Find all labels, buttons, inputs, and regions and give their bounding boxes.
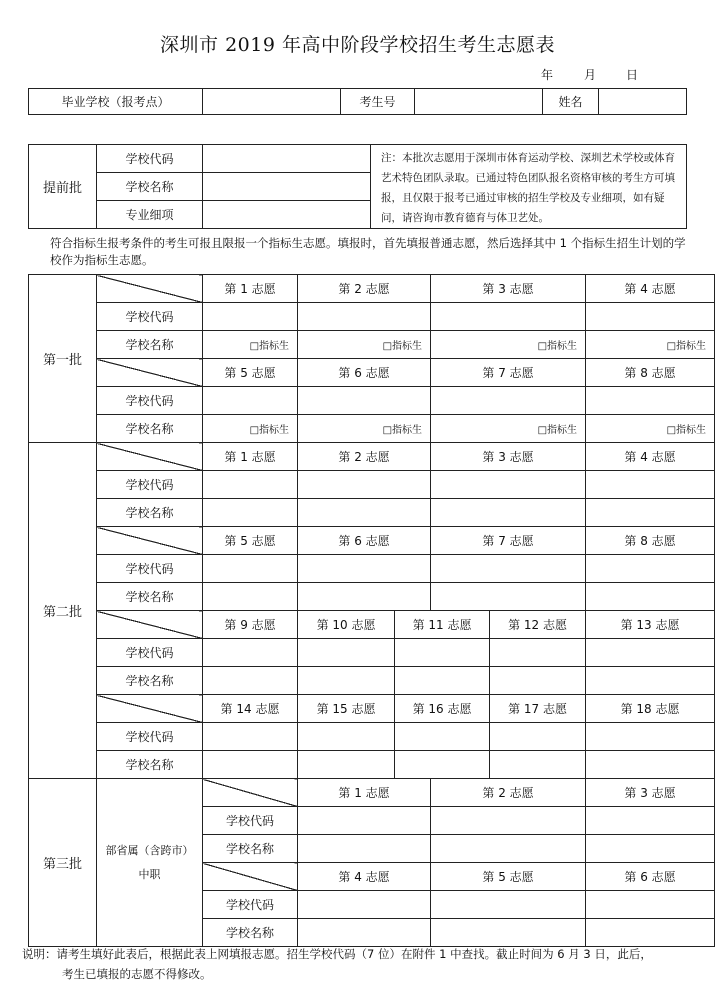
choice-header: 第 2 志愿 [431,779,586,807]
choice-header: 第 18 志愿 [586,695,715,723]
school-name-input[interactable] [395,667,490,695]
school-code-label: 学校代码 [97,555,203,583]
indicator-checkbox[interactable]: □指标生 [203,331,298,359]
indicator-checkbox[interactable]: □指标生 [586,331,715,359]
school-code-input[interactable] [586,303,715,331]
indicator-checkbox[interactable]: □指标生 [431,415,586,443]
school-name-input[interactable] [298,667,395,695]
choice-header: 第 3 志愿 [586,779,715,807]
school-code-input[interactable] [298,471,431,499]
school-code-input[interactable] [203,723,298,751]
choice-header: 第 7 志愿 [431,527,586,555]
choice-header: 第 17 志愿 [490,695,586,723]
footer-note-line2: 考生已填报的志愿不得修改。 [62,967,212,981]
indicator-instruction-text: 符合指标生报考条件的考生可报且限报一个指标生志愿。填报时，首先填报普通志愿，然后选择其中 1 个指标生招生计划的学校作为指标生志愿。 [50,236,686,267]
school-name-input[interactable] [490,667,586,695]
school-name-input[interactable] [431,835,586,863]
school-name-input[interactable] [298,751,395,779]
school-code-label: 学校代码 [203,891,298,919]
school-name-input[interactable] [586,919,715,947]
school-name-input[interactable] [586,667,715,695]
date-year-label: 年 [541,68,554,82]
school-code-input[interactable] [395,639,490,667]
batch2-label: 第二批 [29,443,97,779]
choice-header: 第 9 志愿 [203,611,298,639]
choice-header: 第 16 志愿 [395,695,490,723]
school-name-input[interactable] [298,919,431,947]
batch3-label: 第三批 [29,779,97,947]
choice-header: 第 4 志愿 [586,443,715,471]
batch3-category [97,779,203,947]
early-batch-label: 提前批 [29,145,97,229]
choice-header: 第 5 志愿 [203,359,298,387]
exam-number-label: 考生号 [341,89,415,115]
footer-note-line1: 说明：请考生填好此表后，根据此表上网填报志愿。招生学校代码（7 位）在附件 1 中查找。截止时间为 6 月 3 日，此后， [22,947,652,961]
choice-header: 第 10 志愿 [298,611,395,639]
school-name-label: 学校名称 [97,415,203,443]
school-code-label: 学校代码 [97,471,203,499]
choice-header: 第 4 志愿 [586,275,715,303]
school-name-label: 学校名称 [203,919,298,947]
choice-header: 第 6 志愿 [586,863,715,891]
school-code-input[interactable] [586,555,715,583]
school-code-input[interactable] [490,723,586,751]
school-name-label: 学校名称 [203,835,298,863]
school-name-label: 学校名称 [97,499,203,527]
batch3-category-provincial: 部省属（含跨市） [105,843,194,857]
choice-header: 第 3 志愿 [431,443,586,471]
school-code-input[interactable] [431,807,586,835]
choice-header: 第 3 志愿 [431,275,586,303]
school-code-input[interactable] [298,723,395,751]
early-major-input[interactable] [203,201,371,229]
school-code-input[interactable] [431,471,586,499]
school-code-input[interactable] [298,639,395,667]
school-code-label: 学校代码 [97,639,203,667]
school-code-input[interactable] [203,639,298,667]
school-name-input[interactable] [586,835,715,863]
page-title: 深圳市 2019 年高中阶段学校招生考生志愿表 [160,34,555,56]
school-name-input[interactable] [203,583,298,611]
school-code-input[interactable] [586,807,715,835]
date-day-label: 日 [626,68,639,82]
school-name-input[interactable] [586,583,715,611]
choice-header: 第 14 志愿 [203,695,298,723]
school-name-input[interactable] [431,583,586,611]
indicator-checkbox[interactable]: □指标生 [298,331,431,359]
exam-number-input[interactable] [415,89,543,115]
school-name-label: 学校名称 [97,667,203,695]
school-name-input[interactable] [431,499,586,527]
student-name-label: 姓名 [543,89,599,115]
school-code-input[interactable] [431,387,586,415]
indicator-instruction [28,235,688,269]
choice-header: 第 12 志愿 [490,611,586,639]
school-name-label: 学校名称 [97,331,203,359]
choice-header: 第 7 志愿 [431,359,586,387]
choice-header: 第 13 志愿 [586,611,715,639]
indicator-checkbox[interactable]: □指标生 [586,415,715,443]
early-school-code-label: 学校代码 [97,145,203,173]
school-code-input[interactable] [298,303,431,331]
school-name-input[interactable] [395,751,490,779]
school-name-input[interactable] [203,751,298,779]
school-name-input[interactable] [586,499,715,527]
school-code-label: 学校代码 [97,723,203,751]
diagonal-header-cell [97,695,203,723]
diagonal-header-cell [203,779,298,807]
school-code-input[interactable] [298,891,431,919]
indicator-checkbox[interactable]: □指标生 [298,415,431,443]
early-school-code-input[interactable] [203,145,371,173]
diagonal-header-cell [97,359,203,387]
school-name-input[interactable] [431,919,586,947]
school-code-input[interactable] [431,555,586,583]
choices-table [28,274,715,947]
school-name-label: 学校名称 [97,751,203,779]
choice-header: 第 1 志愿 [298,779,431,807]
early-major-label: 专业细项 [97,201,203,229]
school-code-input[interactable] [586,723,715,751]
graduate-school-label: 毕业学校（报考点） [29,89,203,115]
student-info-table [28,88,687,115]
diagonal-header-cell [97,611,203,639]
student-name-input[interactable] [599,89,687,115]
school-code-label: 学校代码 [97,303,203,331]
school-name-input[interactable] [298,835,431,863]
school-code-input[interactable] [203,555,298,583]
school-name-input[interactable] [203,499,298,527]
diagonal-header-cell [97,275,203,303]
school-code-input[interactable] [431,891,586,919]
choice-header: 第 5 志愿 [431,863,586,891]
batch3-category-vocational: 中职 [138,867,161,881]
early-batch-table [28,144,687,229]
choice-header: 第 6 志愿 [298,359,431,387]
choice-header: 第 1 志愿 [203,275,298,303]
school-name-input[interactable] [298,583,431,611]
choice-header: 第 4 志愿 [298,863,431,891]
school-code-input[interactable] [431,303,586,331]
choice-header: 第 2 志愿 [298,443,431,471]
school-code-input[interactable] [586,471,715,499]
school-name-input[interactable] [203,667,298,695]
school-code-input[interactable] [490,639,586,667]
school-code-label: 学校代码 [203,807,298,835]
school-code-input[interactable] [298,555,431,583]
batch1-label: 第一批 [29,275,97,443]
school-code-input[interactable] [298,387,431,415]
diagonal-header-cell [97,443,203,471]
school-code-input[interactable] [395,723,490,751]
diagonal-header-cell [203,863,298,891]
date-month-label: 月 [584,68,597,82]
school-code-label: 学校代码 [97,387,203,415]
choice-header: 第 5 志愿 [203,527,298,555]
school-name-input[interactable] [490,751,586,779]
indicator-checkbox[interactable]: □指标生 [203,415,298,443]
indicator-checkbox[interactable]: □指标生 [431,331,586,359]
early-school-name-label: 学校名称 [97,173,203,201]
early-batch-note: 注：本批次志愿用于深圳市体育运动学校、深圳艺术学校或体育艺术特色团队录取。已通过特色团队报名资格审核的考生方可填报，且仅限于报考已通过审核的招生学校及专业细项，如有疑问，请咨询市教育德育与体卫艺处。 [371,145,687,229]
school-code-input[interactable] [298,807,431,835]
choice-header: 第 6 志愿 [298,527,431,555]
school-name-input[interactable] [586,751,715,779]
school-code-input[interactable] [203,303,298,331]
choice-header: 第 8 志愿 [586,359,715,387]
school-code-input[interactable] [586,891,715,919]
footer-note [22,946,692,983]
early-school-name-input[interactable] [203,173,371,201]
choice-header: 第 1 志愿 [203,443,298,471]
graduate-school-input[interactable] [203,89,341,115]
school-code-input[interactable] [586,639,715,667]
choice-header: 第 8 志愿 [586,527,715,555]
school-name-input[interactable] [298,499,431,527]
school-code-input[interactable] [203,471,298,499]
school-code-input[interactable] [586,387,715,415]
school-code-input[interactable] [203,387,298,415]
choice-header: 第 2 志愿 [298,275,431,303]
choice-header: 第 15 志愿 [298,695,395,723]
diagonal-header-cell [97,527,203,555]
choice-header: 第 11 志愿 [395,611,490,639]
school-name-label: 学校名称 [97,583,203,611]
